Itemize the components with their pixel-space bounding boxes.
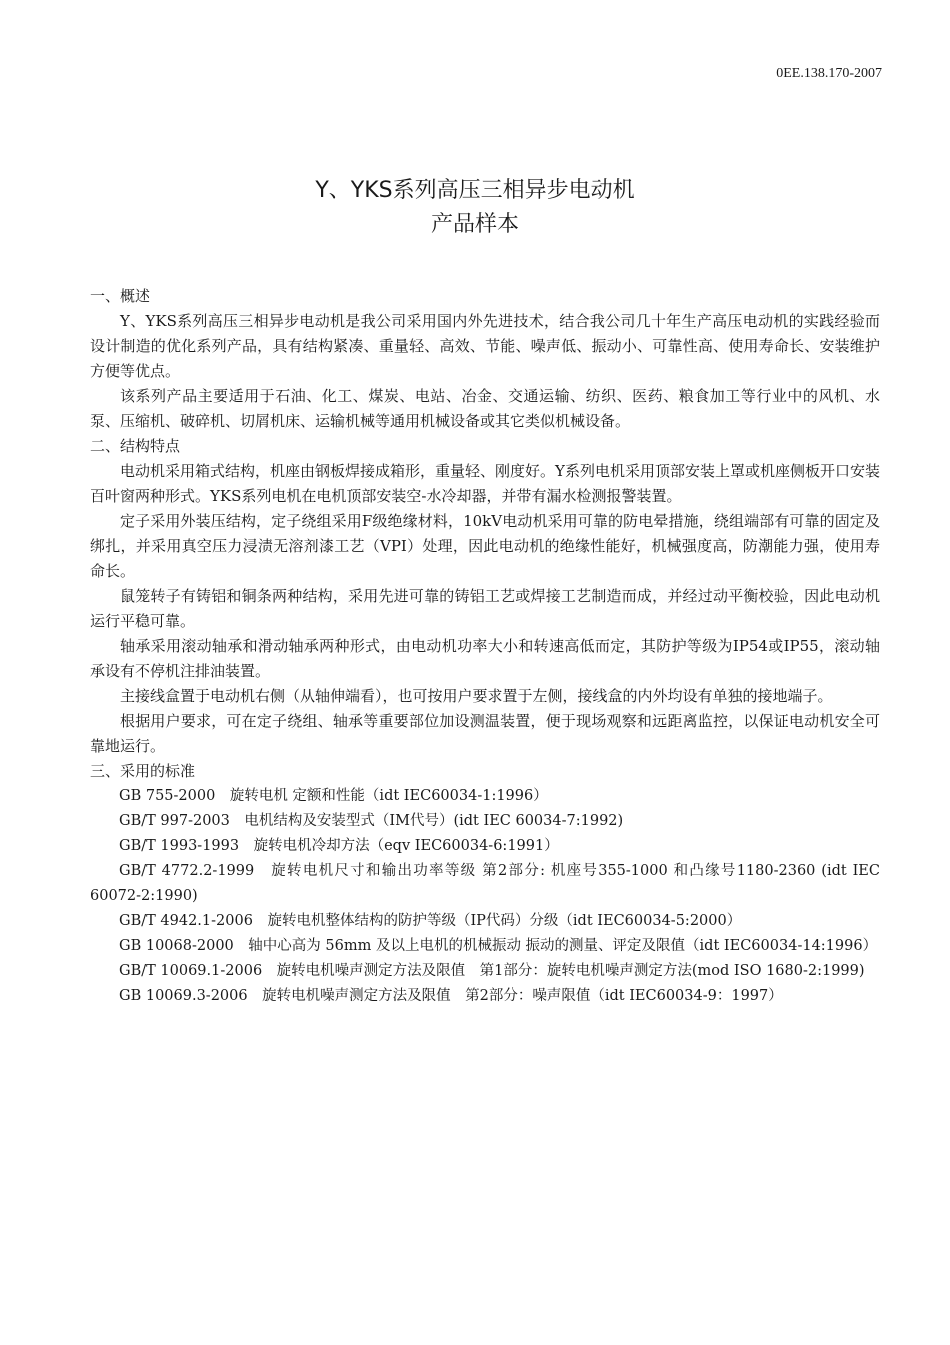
- standard-item: GB 10069.3-2006 旋转电机噪声测定方法及限值 第2部分：噪声限值（idt IEC60034-9：1997）: [119, 988, 783, 1004]
- paragraph: 鼠笼转子有铸铝和铜条两种结构，采用先进可靠的铸铝工艺或焊接工艺制造而成，并经过动平衡校验，因此电动机运行平稳可靠。: [90, 587, 880, 630]
- paragraph: 轴承采用滚动轴承和滑动轴承两种形式，由电动机功率大小和转速高低而定，其防护等级为IP54或IP55，滚动轴承设有不停机注排油装置。: [90, 637, 880, 680]
- document-title: Y、YKS系列高压三相异步电动机: [315, 178, 635, 203]
- standard-item: GB 755-2000 旋转电机 定额和性能（idt IEC60034-1:1996）: [119, 788, 548, 804]
- standard-item: GB/T 10069.1-2006 旋转电机噪声测定方法及限值 第1部分：旋转电机噪声测定方法(mod ISO 1680-2:1999): [119, 963, 865, 979]
- standard-item: GB/T 1993-1993 旋转电机冷却方法（eqv IEC60034-6:1991）: [119, 838, 559, 854]
- standard-item: GB/T 997-2003 电机结构及安装型式（IM代号）(idt IEC 60034-7:1992): [119, 813, 624, 829]
- standard-item: GB/T 4942.1-2006 旋转电机整体结构的防护等级（IP代码）分级（idt IEC60034-5:2000）: [119, 913, 742, 929]
- standard-item: GB/T 4772.2-1999 旋转电机尺寸和输出功率等级 第2部分: 机座号355-1000 和凸缘号1180-2360 (idt IEC 60072-2:1990): [90, 863, 880, 904]
- paragraph: 电动机采用箱式结构，机座由钢板焊接成箱形，重量轻、刚度好。Y系列电机采用顶部安装上罩或机座侧板开口安装百叶窗两种形式。YKS系列电机在电机顶部安装空-水冷却器，并带有漏水检测报警装置。: [90, 462, 880, 505]
- standard-item: GB 10068-2000 轴中心高为 56mm 及以上电机的机械振动 振动的测量、评定及限值（idt IEC60034-14:1996）: [119, 938, 878, 954]
- document-body: [90, 284, 880, 1009]
- paragraph: 根据用户要求，可在定子绕组、轴承等重要部位加设测温装置，便于现场观察和远距离监控，以保证电动机安全可靠地运行。: [90, 712, 880, 755]
- document-subtitle: 产品样本: [430, 212, 519, 237]
- paragraph: Y、YKS系列高压三相异步电动机是我公司采用国内外先进技术，结合我公司几十年生产高压电动机的实践经验而设计制造的优化系列产品，具有结构紧凑、重量轻、高效、节能、噪声低、振动小、可靠性高、使用寿命长、安装维护方便等优点。: [90, 312, 880, 380]
- document-code: 0EE.138.170-2007: [776, 66, 882, 81]
- paragraph: 定子采用外装压结构，定子绕组采用F级绝缘材料，10kV电动机采用可靠的防电晕措施，绕组端部有可靠的固定及绑扎，并采用真空压力浸渍无溶剂漆工艺（VPI）处理，因此电动机的绝缘性能好，机械强度高，防潮能力强，使用寿命长。: [90, 512, 880, 580]
- paragraph: 主接线盒置于电动机右侧（从轴伸端看），也可按用户要求置于左侧，接线盒的内外均设有单独的接地端子。: [120, 687, 833, 705]
- section-heading-structure: 二、结构特点: [90, 437, 181, 455]
- paragraph: 该系列产品主要适用于石油、化工、煤炭、电站、冶金、交通运输、纺织、医药、粮食加工等行业中的风机、水泵、压缩机、破碎机、切屑机床、运输机械等通用机械设备或其它类似机械设备。: [90, 387, 880, 430]
- section-heading-overview: 一、概述: [90, 287, 151, 305]
- section-heading-standards: 三、采用的标准: [90, 762, 196, 780]
